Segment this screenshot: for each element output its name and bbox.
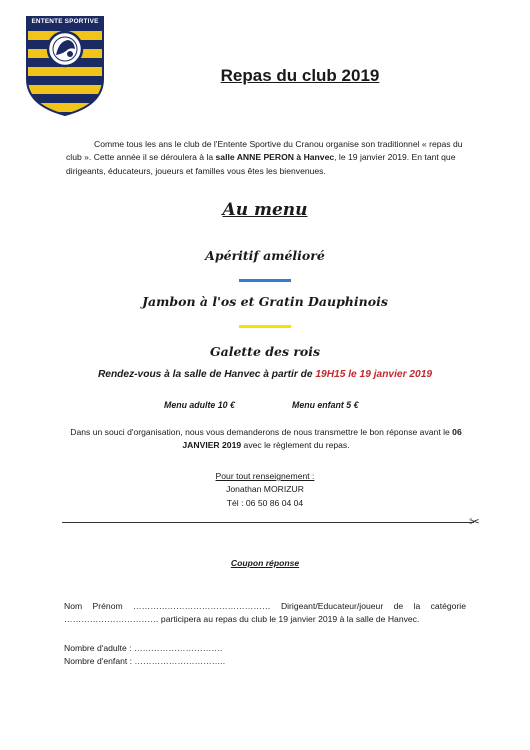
rendezvous-time: 19H15 le 19 janvier 2019 <box>315 369 433 380</box>
intro-paragraph <box>66 138 466 178</box>
menu-dish-dessert: Galette des rois <box>209 344 321 359</box>
contact-name: Jonathan MORIZUR <box>226 484 304 495</box>
menu-title: Au menu <box>222 200 308 220</box>
crest-banner: ENTENTE SPORTIVE <box>26 16 104 28</box>
notice-deadline: 06 JANVIER 2019 <box>182 427 462 451</box>
yellow-divider <box>239 325 291 328</box>
scissors-icon: ✂ <box>469 514 480 529</box>
notice-suffix: avec le règlement du repas. <box>241 440 350 451</box>
contact-label: Pour tout renseignement : <box>215 471 315 481</box>
coupon-child-count: Nombre d'enfant : ………………………….. <box>64 656 226 666</box>
notice-text: Dans un souci d'organisation, nous vous demanderons de nous transmettre le bon réponse avant le <box>70 427 453 437</box>
intro-text-part1: Comme tous les ans le club de l'Entente Sportive du Cranou organise son traditionnel « repas du club ». Cette année il se déroulera à la <box>66 139 463 163</box>
cut-line <box>62 522 474 523</box>
rendezvous-line <box>0 369 530 380</box>
notice-paragraph <box>66 426 466 453</box>
contact-phone: Tél : 06 50 86 04 04 <box>226 497 304 508</box>
menu-dish-aperitif: Apéritif amélioré <box>205 248 325 263</box>
coupon-adult-count: Nombre d'adulte : …………………………. <box>64 643 223 653</box>
menu-dish-main: Jambon à l'os et Gratin Dauphinois <box>142 294 388 309</box>
blue-divider <box>239 279 291 282</box>
price-adult: Menu adulte 10 € <box>164 400 235 410</box>
contact-block <box>0 470 530 510</box>
rendezvous-text: Rendez-vous à la salle de Hanvec à partir de <box>97 369 316 380</box>
intro-text-part2: , le 19 janvier 2019. En tant que dirigeants, éducateurs, joueurs et familles vous êtes les bienvenues. <box>66 152 456 176</box>
intro-venue: salle ANNE PERON à Hanvec <box>215 152 335 163</box>
price-child: Menu enfant 5 € <box>292 400 359 410</box>
coupon-participation-line: …………………………… participera au repas du club le 19 janvier 2019 à la salle de Hanvec. <box>64 614 420 624</box>
coupon-title: Coupon réponse <box>230 558 300 568</box>
coupon-name-line: Nom Prénom ………………………………………… Dirigeant/Educateur/joueur de la catégorie <box>64 601 466 611</box>
page-title: Repas du club 2019 <box>220 66 380 85</box>
